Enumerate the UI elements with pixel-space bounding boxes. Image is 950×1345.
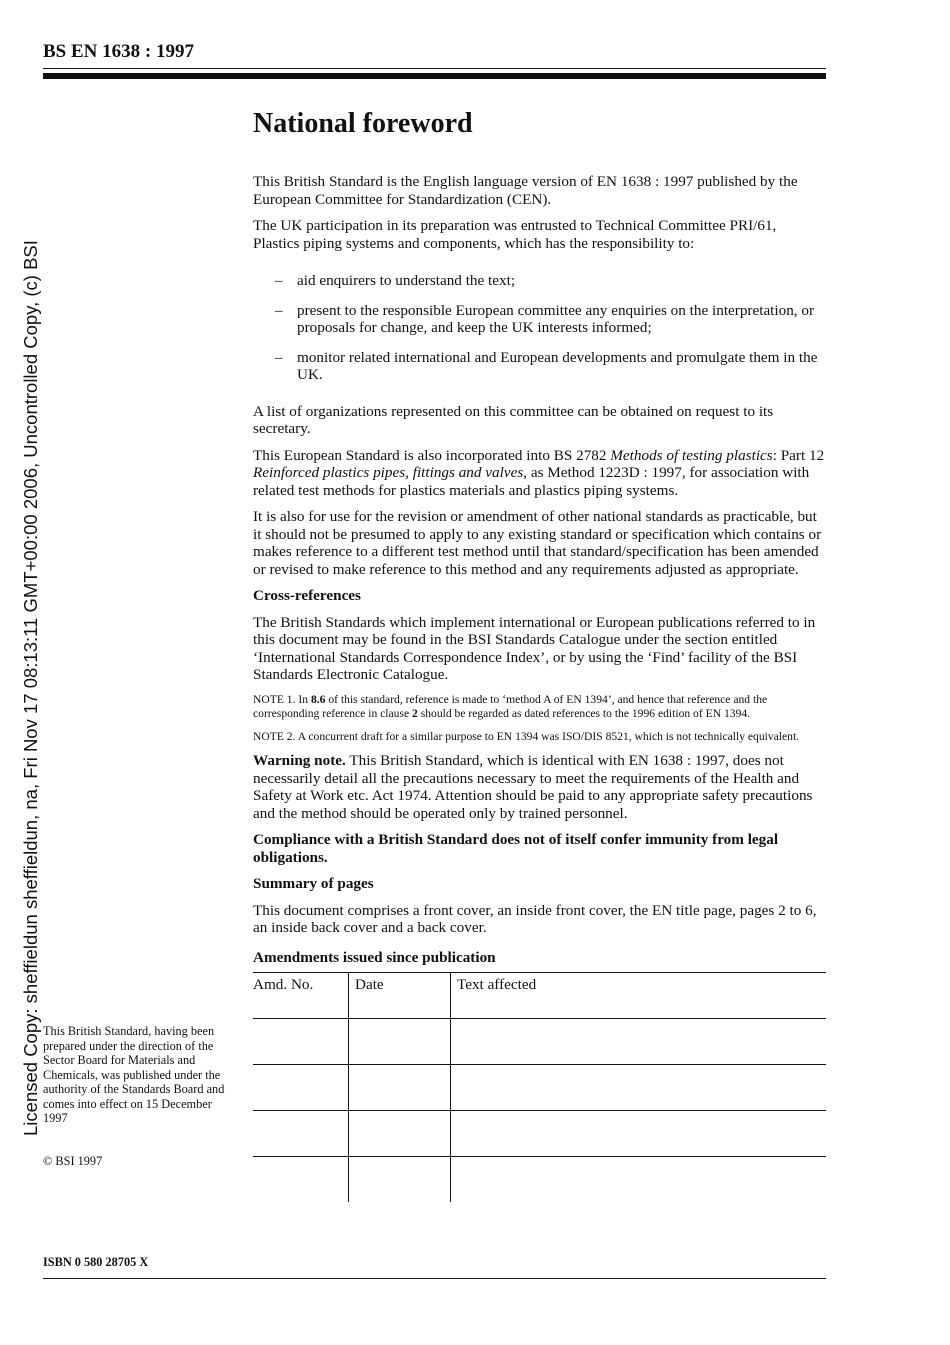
copyright: © BSI 1997 — [43, 1154, 103, 1168]
warning-label: Warning note. — [253, 752, 346, 769]
table-row — [253, 1019, 826, 1065]
standard-id: BS EN 1638 : 1997 — [43, 41, 194, 62]
text-run: : Part 12 — [772, 446, 825, 464]
text-run: of this standard, reference is made to ‘method A of EN 1394’, and hence that reference and the corresponding reference in clause — [253, 692, 768, 720]
table-row — [253, 1065, 826, 1111]
list-item-text: aid enquirers to understand the text; — [297, 272, 516, 289]
table-header-row — [253, 973, 826, 1019]
header-rule-thick — [43, 73, 826, 79]
prepared-note: This British Standard, having been prepared under the direction of the Sector Board for Materials and Chemicals, was published under the authority of the Standards Board and comes into effect on 15 December 1997 — [43, 1024, 225, 1125]
table-cell — [253, 1157, 349, 1203]
text-run: , as Method 1223D : 1997, for association with related test methods for plastics materials and plastics piping systems. — [253, 464, 810, 499]
summary-heading: Summary of pages — [253, 875, 374, 892]
footer-rule — [43, 1278, 826, 1279]
table-cell — [451, 1157, 827, 1203]
incorporation-paragraph — [253, 447, 826, 500]
summary-paragraph: This document comprises a front cover, an inside front cover, the EN title page, pages 2 to 6, an inside back cover and a back cover. — [253, 901, 817, 936]
header-amd-no: Amd. No. — [253, 973, 349, 1019]
header-text-affected: Text affected — [451, 973, 827, 1019]
crossref-paragraph: The British Standards which implement international or European publications referred to in this document may be found in the BSI Standards Catalogue under the section entitled ‘International Standards Correspondence Index’, or by using the ‘Find’ facility of the BSI Standards Electronic Catalogue. — [253, 613, 816, 683]
responsibility-list — [253, 272, 826, 384]
warning-paragraph — [253, 752, 826, 822]
dash-bullet: – — [275, 272, 283, 289]
publication-title: Methods of testing plastics — [610, 446, 773, 464]
part-title: Reinforced plastics pipes, fittings and valves — [253, 464, 524, 481]
header-rule-thin — [43, 68, 826, 69]
main-content — [253, 107, 826, 1202]
table-cell — [253, 1111, 349, 1157]
dash-bullet: – — [275, 301, 283, 319]
list-item — [253, 302, 826, 337]
table-cell — [349, 1065, 451, 1111]
table-cell — [253, 1065, 349, 1111]
page-title: National foreword — [253, 108, 473, 139]
list-item — [253, 349, 826, 384]
license-watermark: Licensed Copy: sheffieldun sheffieldun, na, Fri Nov 17 08:13:11 GMT+00:00 2006, Uncontrolled Copy, (c) BSI — [20, 240, 41, 1136]
organizations-paragraph: A list of organizations represented on this committee can be obtained on request to its secretary. — [253, 402, 774, 437]
header-date: Date — [349, 973, 451, 1019]
table-row — [253, 1157, 826, 1203]
crossref-heading: Cross-references — [253, 587, 361, 604]
isbn: ISBN 0 580 28705 X — [43, 1255, 149, 1269]
table-cell — [451, 1065, 827, 1111]
table-cell — [451, 1019, 827, 1065]
table-cell — [451, 1111, 827, 1157]
amendments-table — [253, 972, 826, 1202]
table-cell — [253, 1019, 349, 1065]
note-1 — [253, 693, 826, 722]
warning-text: This British Standard, which is identical with EN 1638 : 1997, does not necessarily detail all the precautions necessary to meet the requirements of the Health and Safety at Work etc. Act 1974. Attention should be paid to any appropriate safety precautions and the method should be operated only by trained personnel. — [253, 752, 813, 822]
dash-bullet: – — [275, 348, 283, 366]
compliance-statement: Compliance with a British Standard does not of itself confer immunity from legal obligations. — [253, 831, 779, 866]
clause-ref: 2 — [412, 707, 418, 720]
list-item-text: present to the responsible European committee any enquiries on the interpretation, or proposals for change, and keep the UK interests informed; — [297, 301, 815, 336]
text-run: NOTE 1. In — [253, 692, 311, 706]
table-cell — [349, 1157, 451, 1203]
note-2: NOTE 2. A concurrent draft for a similar purpose to EN 1394 was ISO/DIS 8521, which is not technically equivalent. — [253, 729, 800, 743]
table-cell — [349, 1111, 451, 1157]
text-run: This European Standard is also incorporated into BS 2782 — [253, 446, 611, 464]
clause-ref: 8.6 — [310, 692, 326, 706]
table-cell — [349, 1019, 451, 1065]
committee-paragraph: The UK participation in its preparation was entrusted to Technical Committee PRI/61, Plastics piping systems and components, which has the responsibility to: — [253, 217, 777, 252]
list-item — [253, 272, 826, 290]
amendments-heading: Amendments issued since publication — [253, 948, 496, 966]
text-run: should be regarded as dated references to the 1996 edition of EN 1394. — [417, 707, 751, 720]
intro-paragraph: This British Standard is the English language version of EN 1638 : 1997 published by the European Committee for Standardization (CEN). — [253, 173, 798, 208]
table-row — [253, 1111, 826, 1157]
revision-paragraph: It is also for use for the revision or amendment of other national standards as practicable, but it should not be presumed to apply to any existing standard or specification which contains or makes reference to a different test method until that standard/specification has been amended or revised to make reference to this method and any requirements adjusted as appropriate. — [253, 508, 822, 578]
list-item-text: monitor related international and European developments and promulgate them in the UK. — [297, 348, 818, 383]
